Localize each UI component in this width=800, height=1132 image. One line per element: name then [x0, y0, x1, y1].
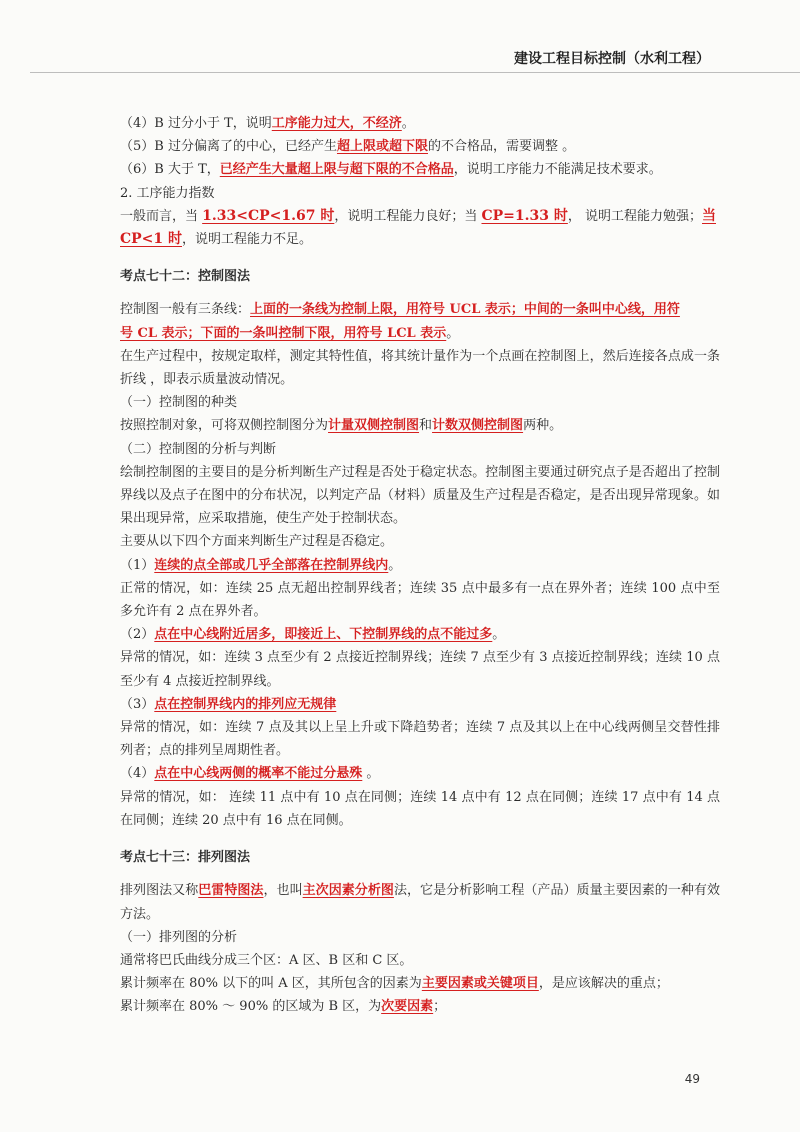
section-heading-73: 考点七十三：排列图法 — [120, 850, 251, 866]
criterion-4-detail: 异常的情况，如： 连续 11 点中有 10 点在同侧；连续 14 点中有 12 点在同侧；连续 17 点中有 14 点在同侧；连续 20 点中有 16 点在同侧。 — [120, 789, 720, 828]
paragraph: 在生产过程中，按规定取样，测定其特性值，将其统计量作为一个点画在控制图上，然后连接各点成一条折线 ，即表示质量波动情况。 — [120, 348, 720, 388]
subheading-pareto-analysis: （一）排列图的分析 — [120, 929, 238, 945]
item-4: （4）B 过分小于 T，说明工序能力过大，不经济。 — [120, 116, 415, 131]
zone-b: 累计频率在 80% ～ 90% 的区域为 B 区，为次要因素； — [120, 999, 447, 1015]
paragraph: 绘制控制图的主要目的是分析判断生产过程是否处于稳定状态。控制图主要通过研究点子是否超出了控制界线以及点子在图中的分布状况，以判定产品（材料）质量及生产过程是否稳定，是否出现异常现象。如果出现异常，应采取措施，使生产处于控制状态。 — [120, 464, 720, 527]
criterion-3: （3）点在控制界线内的排列应无规律 — [120, 696, 337, 712]
criterion-2: （2）点在中心线附近居多，即接近上、下控制界线的点不能过多。 — [120, 627, 506, 643]
subheading-analysis: （二）控制图的分析与判断 — [120, 441, 277, 457]
item-5: （5）B 过分偏离了的中心，已经产生超上限或超下限的不合格品，需要调整 。 — [120, 139, 576, 155]
paragraph: 通常将巴氏曲线分成三个区：A 区、B 区和 C 区。 — [120, 952, 413, 968]
criterion-3-detail: 异常的情况，如：连续 7 点及其以上呈上升或下降趋势者；连续 7 点及其以上在中心线两侧呈交替性排列者；点的排列呈周期性者。 — [120, 720, 720, 759]
section-heading-72: 考点七十二：控制图法 — [120, 269, 251, 285]
subheading-chart-types: （一）控制图的种类 — [120, 395, 238, 411]
chart-types-paragraph: 按照控制对象，可将双侧控制图分为计量双侧控制图和计数双侧控制图两种。 — [120, 418, 563, 434]
item-6: （6）B 大于 T，已经产生大量超上限与超下限的不合格品，说明工序能力不能满足技术要求。 — [120, 162, 662, 178]
zone-a: 累计频率在 80% 以下的叫 A 区，其所包含的因素为主要因素或关键项目，是应该解决的重点； — [120, 976, 669, 992]
page-number: 49 — [684, 1072, 700, 1086]
criterion-1-detail: 正常的情况，如：连续 25 点无超出控制界线者；连续 35 点中最多有一点在界外者；连续 100 点中至多允许有 2 点在界外者。 — [120, 580, 720, 620]
page-body — [120, 112, 720, 1019]
control-chart-lines: 控制图一般有三条线：上面的一条线为控制上限，用符号 UCL 表示；中间的一条叫中心线，用符 号 CL 表示；下面的一条叫控制下限，用符号 LCL 表示。 — [120, 302, 680, 341]
criterion-4: （4）点在中心线两侧的概率不能过分悬殊 。 — [120, 766, 380, 782]
running-header: 建设工程目标控制（水利工程） — [514, 51, 710, 67]
criterion-2-detail: 异常的情况，如：连续 3 点至少有 2 点接近控制界线；连续 7 点至少有 3 点接近控制界线；连续 10 点至少有 4 点接近控制界线。 — [120, 650, 720, 689]
pareto-intro: 排列图法又称巴雷特图法，也叫主次因素分析图法，它是分析影响工程（产品）质量主要因素的一种有效方法。 — [120, 883, 720, 922]
subheading-process-index: 2. 工序能力指数 — [120, 185, 215, 201]
criterion-1: （1）连续的点全部或几乎全部落在控制界线内。 — [120, 557, 402, 573]
header-rule — [30, 72, 800, 73]
paragraph: 主要从以下四个方面来判断生产过程是否稳定。 — [120, 534, 394, 550]
cp-paragraph: 一般而言，当 1.33<CP<1.67 时，说明工程能力良好；当 CP=1.33 时， 说明工程能力勉强；当 CP<1 时，说明工程能力不足。 — [120, 207, 716, 248]
